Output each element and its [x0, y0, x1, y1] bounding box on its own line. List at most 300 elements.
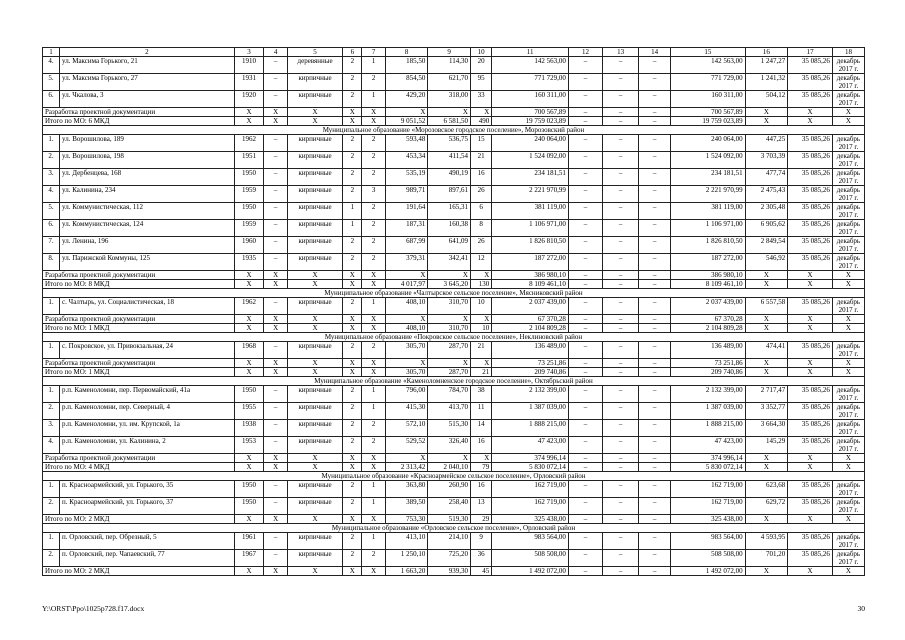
completion-month: декабрь — [836, 403, 861, 411]
unit-cost: 546,92 — [745, 254, 788, 271]
row-number: 2. — [43, 403, 60, 420]
column-number: 3 — [234, 48, 264, 57]
summary-value: X — [470, 315, 491, 324]
living-area: 326,40 — [428, 437, 471, 454]
summary-value: 753,30 — [385, 515, 428, 524]
entrances: 1 — [362, 386, 385, 403]
fund-cost: 508 508,00 — [671, 550, 746, 567]
total-area: 191,64 — [385, 203, 428, 220]
table-cell: – — [264, 386, 287, 403]
year-built: 1967 — [234, 550, 264, 567]
completion-year: 2017 г. — [838, 177, 859, 185]
entrances: 1 — [362, 298, 385, 315]
summary-value: X — [362, 463, 385, 472]
year-built: 1953 — [234, 437, 264, 454]
floors: 2 — [343, 533, 362, 550]
summary-value: – — [639, 515, 671, 524]
table-row — [43, 203, 865, 220]
total-cost: 2 037 439,00 — [492, 298, 569, 315]
table-cell: – — [639, 481, 671, 498]
year-built: 1962 — [234, 135, 264, 152]
residents: 6 — [470, 203, 491, 220]
max-unit-cost: 35 085,26 — [788, 437, 833, 454]
summary-value: X — [343, 324, 362, 333]
entrances: 2 — [362, 135, 385, 152]
address: ул. Дербенцева, 168 — [60, 169, 235, 186]
completion-month: декабрь — [836, 437, 861, 445]
summary-value: X — [470, 108, 491, 117]
completion-month: декабрь — [836, 220, 861, 228]
summary-value: X — [832, 315, 864, 324]
row-number: 4. — [43, 186, 60, 203]
completion-year: 2017 г. — [838, 143, 859, 151]
total-area: 379,31 — [385, 254, 428, 271]
table-cell: – — [602, 481, 638, 498]
summary-value: – — [639, 108, 671, 117]
summary-value: X — [287, 271, 342, 280]
floors: 1 — [343, 203, 362, 220]
table-cell: – — [602, 342, 638, 359]
column-number: 12 — [568, 48, 602, 57]
max-unit-cost: 35 085,26 — [788, 550, 833, 567]
address: ул. Калинина, 234 — [60, 186, 235, 203]
summary-value: X — [788, 280, 833, 289]
summary-value: X — [385, 108, 428, 117]
summary-row — [43, 368, 865, 377]
address: ул. Парижской Коммуны, 125 — [60, 254, 235, 271]
year-built: 1950 — [234, 498, 264, 515]
unit-cost: 145,29 — [745, 437, 788, 454]
row-number: 3. — [43, 169, 60, 186]
summary-value: 1 663,20 — [385, 567, 428, 576]
table-cell: – — [602, 169, 638, 186]
total-area: 687,99 — [385, 237, 428, 254]
wall-material: кирпичные — [287, 550, 342, 567]
completion-month: декабрь — [836, 152, 861, 160]
residents: 36 — [470, 550, 491, 567]
completion-year: 2017 г. — [838, 541, 859, 549]
unit-cost: 1 247,27 — [745, 57, 788, 74]
living-area: 287,70 — [428, 342, 471, 359]
summary-value: 2 313,42 — [385, 463, 428, 472]
section-header-row — [43, 333, 865, 342]
summary-value: 73 251,86 — [492, 359, 569, 368]
fund-cost: 2 221 970,99 — [671, 186, 746, 203]
section-header-row — [43, 377, 865, 386]
summary-value: 130 — [470, 280, 491, 289]
table-cell: – — [639, 550, 671, 567]
summary-value: X — [745, 280, 788, 289]
summary-value: X — [362, 324, 385, 333]
wall-material: кирпичные — [287, 254, 342, 271]
completion-date — [832, 342, 864, 359]
wall-material: кирпичные — [287, 203, 342, 220]
summary-value: 67 370,28 — [492, 315, 569, 324]
floors: 2 — [343, 437, 362, 454]
summary-value: X — [832, 454, 864, 463]
section-header-row — [43, 524, 865, 533]
summary-label: Итого по МО: 2 МКД — [43, 515, 235, 524]
fund-cost: 1 106 971,00 — [671, 220, 746, 237]
summary-value: X — [428, 271, 471, 280]
floors: 2 — [343, 481, 362, 498]
completion-date — [832, 186, 864, 203]
fund-cost: 2 037 439,00 — [671, 298, 746, 315]
summary-value: – — [602, 359, 638, 368]
max-unit-cost: 35 085,26 — [788, 169, 833, 186]
table-row — [43, 57, 865, 74]
summary-value: 73 251,86 — [671, 359, 746, 368]
column-number: 2 — [60, 48, 235, 57]
summary-value: 490 — [470, 117, 491, 126]
residents: 16 — [470, 437, 491, 454]
living-area: 165,31 — [428, 203, 471, 220]
year-built: 1910 — [234, 57, 264, 74]
entrances: 1 — [362, 498, 385, 515]
summary-value: 19 759 023,89 — [671, 117, 746, 126]
summary-value: – — [602, 567, 638, 576]
total-cost: 162 719,00 — [492, 498, 569, 515]
table-cell: – — [264, 135, 287, 152]
summary-value: X — [264, 324, 287, 333]
summary-value: X — [264, 567, 287, 576]
summary-value: – — [568, 271, 602, 280]
living-area: 260,90 — [428, 481, 471, 498]
summary-value: X — [234, 324, 264, 333]
residents: 16 — [470, 481, 491, 498]
table-cell: – — [602, 91, 638, 108]
total-cost: 160 311,00 — [492, 91, 569, 108]
year-built: 1955 — [234, 403, 264, 420]
summary-value: 8 109 461,10 — [671, 280, 746, 289]
table-cell: – — [639, 74, 671, 91]
fund-cost: 2 132 399,00 — [671, 386, 746, 403]
table-cell: – — [568, 74, 602, 91]
summary-value: X — [788, 515, 833, 524]
row-number: 6. — [43, 91, 60, 108]
total-area: 796,00 — [385, 386, 428, 403]
unit-cost: 6 905,62 — [745, 220, 788, 237]
table-cell: – — [568, 437, 602, 454]
table-row — [43, 550, 865, 567]
summary-value: – — [602, 463, 638, 472]
completion-month: декабрь — [836, 550, 861, 558]
summary-value: X — [234, 315, 264, 324]
summary-label: Итого по МО: 8 МКД — [43, 280, 235, 289]
table-cell: – — [264, 533, 287, 550]
year-built: 1959 — [234, 220, 264, 237]
summary-value: – — [568, 280, 602, 289]
max-unit-cost: 35 085,26 — [788, 498, 833, 515]
summary-value: 21 — [470, 368, 491, 377]
fund-cost: 1 524 092,00 — [671, 152, 746, 169]
summary-value: X — [264, 463, 287, 472]
column-number-row — [43, 48, 865, 57]
summary-value: 519,30 — [428, 515, 471, 524]
summary-row — [43, 315, 865, 324]
table-cell: – — [568, 237, 602, 254]
total-cost: 142 563,00 — [492, 57, 569, 74]
table-row — [43, 498, 865, 515]
table-cell: – — [568, 342, 602, 359]
fund-cost: 160 311,00 — [671, 91, 746, 108]
completion-month: декабрь — [836, 74, 861, 82]
summary-row — [43, 515, 865, 524]
summary-value: X — [287, 117, 342, 126]
completion-date — [832, 203, 864, 220]
summary-value: 8 109 461,10 — [492, 280, 569, 289]
total-area: 453,34 — [385, 152, 428, 169]
summary-row — [43, 117, 865, 126]
floors: 2 — [343, 135, 362, 152]
summary-value: – — [568, 324, 602, 333]
summary-value: X — [287, 463, 342, 472]
living-area: 413,70 — [428, 403, 471, 420]
summary-value: X — [362, 280, 385, 289]
residents: 21 — [470, 152, 491, 169]
summary-value: X — [788, 271, 833, 280]
completion-year: 2017 г. — [838, 262, 859, 270]
summary-value: – — [568, 359, 602, 368]
row-number: 4. — [43, 57, 60, 74]
section-title: Муниципальное образование «Каменоломненское городское поселение», Октябрьский район — [43, 377, 865, 386]
fund-cost: 1 888 215,00 — [671, 420, 746, 437]
summary-value: 19 759 023,89 — [492, 117, 569, 126]
residents: 12 — [470, 254, 491, 271]
fund-cost: 1 826 810,50 — [671, 237, 746, 254]
living-area: 310,70 — [428, 298, 471, 315]
table-cell: – — [602, 74, 638, 91]
column-number: 13 — [602, 48, 638, 57]
wall-material: кирпичные — [287, 533, 342, 550]
summary-value: X — [745, 515, 788, 524]
floors: 2 — [343, 420, 362, 437]
table-cell: – — [602, 420, 638, 437]
max-unit-cost: 35 085,26 — [788, 481, 833, 498]
summary-value: X — [264, 454, 287, 463]
total-cost: 2 132 399,00 — [492, 386, 569, 403]
max-unit-cost: 35 085,26 — [788, 91, 833, 108]
summary-value: X — [343, 117, 362, 126]
table-cell: – — [568, 91, 602, 108]
table-cell: – — [602, 135, 638, 152]
summary-value: 374 996,14 — [492, 454, 569, 463]
table-cell: – — [568, 254, 602, 271]
summary-value: 3 645,20 — [428, 280, 471, 289]
summary-value: 79 — [470, 463, 491, 472]
year-built: 1935 — [234, 254, 264, 271]
year-built: 1968 — [234, 342, 264, 359]
row-number: 8. — [43, 254, 60, 271]
summary-value: X — [362, 368, 385, 377]
completion-month: декабрь — [836, 420, 861, 428]
table-cell: – — [602, 220, 638, 237]
summary-value: 5 830 072,14 — [671, 463, 746, 472]
completion-year: 2017 г. — [838, 489, 859, 497]
summary-row — [43, 108, 865, 117]
summary-value: X — [234, 454, 264, 463]
summary-value: – — [639, 271, 671, 280]
completion-year: 2017 г. — [838, 411, 859, 419]
table-row — [43, 91, 865, 108]
summary-value: X — [343, 315, 362, 324]
entrances: 2 — [362, 152, 385, 169]
completion-month: декабрь — [836, 169, 861, 177]
wall-material: кирпичные — [287, 74, 342, 91]
table-cell: – — [568, 186, 602, 203]
summary-value: X — [832, 368, 864, 377]
summary-value: X — [745, 359, 788, 368]
summary-value: X — [287, 108, 342, 117]
table-row — [43, 186, 865, 203]
floors: 2 — [343, 237, 362, 254]
entrances: 1 — [362, 533, 385, 550]
column-number: 4 — [264, 48, 287, 57]
residents: 26 — [470, 186, 491, 203]
floors: 2 — [343, 403, 362, 420]
table-cell: – — [568, 135, 602, 152]
completion-month: декабрь — [836, 91, 861, 99]
column-number: 9 — [428, 48, 471, 57]
table-cell: – — [264, 220, 287, 237]
max-unit-cost: 35 085,26 — [788, 254, 833, 271]
summary-value: X — [264, 117, 287, 126]
column-number: 16 — [745, 48, 788, 57]
table-cell: – — [639, 91, 671, 108]
section-header-row — [43, 472, 865, 481]
living-area: 214,10 — [428, 533, 471, 550]
summary-value: X — [287, 280, 342, 289]
summary-value: X — [745, 454, 788, 463]
summary-value: – — [602, 117, 638, 126]
living-area: 411,54 — [428, 152, 471, 169]
completion-year: 2017 г. — [838, 194, 859, 202]
total-cost: 508 508,00 — [492, 550, 569, 567]
summary-value: – — [568, 454, 602, 463]
total-area: 187,31 — [385, 220, 428, 237]
summary-value: – — [568, 117, 602, 126]
summary-value: – — [639, 463, 671, 472]
residents: 95 — [470, 74, 491, 91]
table-row — [43, 420, 865, 437]
address: с. Покровское, ул. Привокзальная, 24 — [60, 342, 235, 359]
year-built: 1938 — [234, 420, 264, 437]
living-area: 258,40 — [428, 498, 471, 515]
table-row — [43, 169, 865, 186]
summary-value: X — [788, 324, 833, 333]
table-row — [43, 298, 865, 315]
living-area: 490,19 — [428, 169, 471, 186]
entrances: 2 — [362, 220, 385, 237]
completion-month: декабрь — [836, 533, 861, 541]
table-cell: – — [568, 203, 602, 220]
entrances: 1 — [362, 403, 385, 420]
residents: 33 — [470, 91, 491, 108]
summary-value: X — [428, 454, 471, 463]
summary-value: 9 051,52 — [385, 117, 428, 126]
column-number: 8 — [385, 48, 428, 57]
table-cell: – — [639, 186, 671, 203]
year-built: 1960 — [234, 237, 264, 254]
summary-value: – — [568, 567, 602, 576]
entrances: 1 — [362, 481, 385, 498]
summary-value: – — [602, 280, 638, 289]
fund-cost: 162 719,00 — [671, 498, 746, 515]
fund-cost: 162 719,00 — [671, 481, 746, 498]
completion-year: 2017 г. — [838, 228, 859, 236]
completion-date — [832, 237, 864, 254]
summary-value: X — [745, 567, 788, 576]
entrances: 2 — [362, 420, 385, 437]
table-row — [43, 403, 865, 420]
column-number: 17 — [788, 48, 833, 57]
max-unit-cost: 35 085,26 — [788, 220, 833, 237]
summary-value: – — [568, 315, 602, 324]
total-cost: 136 489,00 — [492, 342, 569, 359]
total-cost: 162 719,00 — [492, 481, 569, 498]
summary-value: X — [832, 117, 864, 126]
unit-cost: 701,20 — [745, 550, 788, 567]
completion-date — [832, 481, 864, 498]
column-number: 1 — [43, 48, 60, 57]
summary-value: – — [602, 271, 638, 280]
summary-value: 374 996,14 — [671, 454, 746, 463]
total-area: 989,71 — [385, 186, 428, 203]
table-cell: – — [264, 298, 287, 315]
address: ул. Коммунистическая, 112 — [60, 203, 235, 220]
summary-value: X — [788, 454, 833, 463]
summary-value: X — [362, 117, 385, 126]
table-cell: – — [568, 169, 602, 186]
residents: 11 — [470, 403, 491, 420]
row-number: 1. — [43, 481, 60, 498]
address: ул. Ворошилова, 198 — [60, 152, 235, 169]
table-cell: – — [264, 437, 287, 454]
summary-label: Итого по МО: 1 МКД — [43, 368, 235, 377]
summary-value: X — [788, 368, 833, 377]
living-area: 515,30 — [428, 420, 471, 437]
summary-value: X — [745, 368, 788, 377]
residents: 16 — [470, 169, 491, 186]
completion-date — [832, 420, 864, 437]
max-unit-cost: 35 085,26 — [788, 342, 833, 359]
entrances: 3 — [362, 186, 385, 203]
summary-value: X — [832, 280, 864, 289]
table-cell: – — [568, 220, 602, 237]
summary-value: – — [639, 454, 671, 463]
total-area: 535,19 — [385, 169, 428, 186]
summary-value: – — [639, 117, 671, 126]
summary-value: X — [264, 359, 287, 368]
row-number: 4. — [43, 437, 60, 454]
summary-value: X — [343, 454, 362, 463]
unit-cost: 4 593,95 — [745, 533, 788, 550]
completion-year: 2017 г. — [838, 160, 859, 168]
address: п. Орловский, пер. Чапаевский, 77 — [60, 550, 235, 567]
summary-value: X — [362, 567, 385, 576]
summary-label: Итого по МО: 1 МКД — [43, 324, 235, 333]
completion-date — [832, 498, 864, 515]
summary-value: – — [602, 454, 638, 463]
summary-value: 287,70 — [428, 368, 471, 377]
column-number: 6 — [343, 48, 362, 57]
table-cell: – — [568, 533, 602, 550]
total-cost: 771 729,00 — [492, 74, 569, 91]
residents: 14 — [470, 420, 491, 437]
table-cell: – — [602, 498, 638, 515]
max-unit-cost: 35 085,26 — [788, 57, 833, 74]
summary-row — [43, 271, 865, 280]
